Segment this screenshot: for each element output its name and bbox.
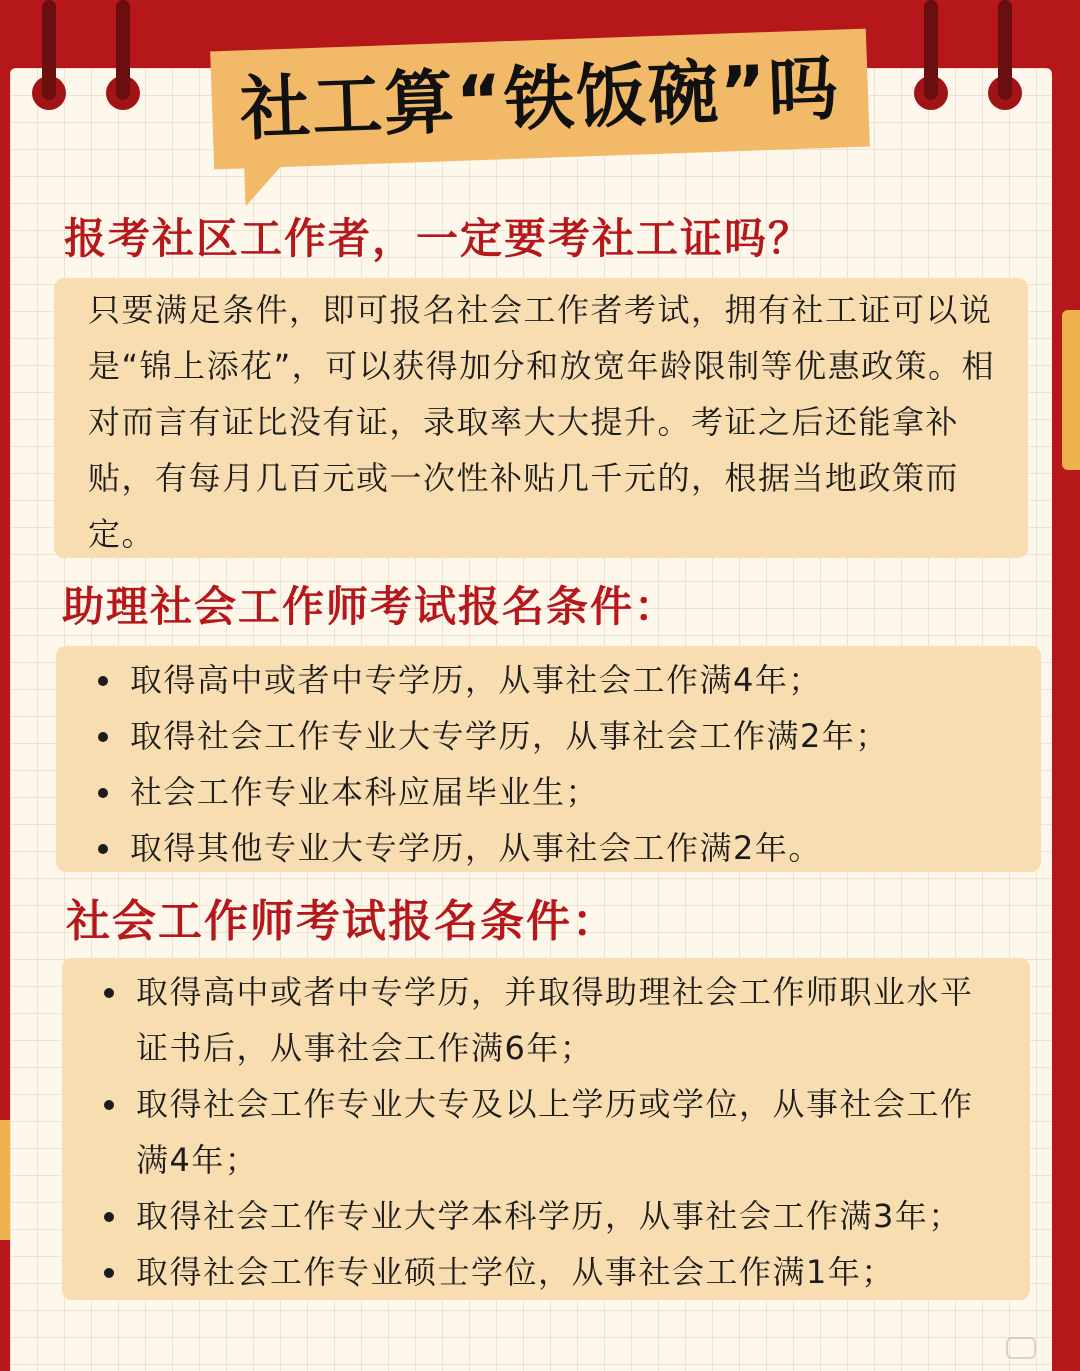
list-item <box>94 652 1024 708</box>
list-item-text: 取得高中或者中专学历，从事社会工作满4年； <box>130 661 822 699</box>
list-item-text: 取得高中或者中专学历，并取得助理社会工作师职业水平证书后，从事社会工作满6年； <box>136 973 974 1067</box>
binder-ring <box>998 0 1012 100</box>
section-heading-community-worker: 报考社区工作者，一定要考社工证吗？ <box>64 214 813 263</box>
list-item-text: 取得社会工作专业大专及以上学历或学位，从事社会工作满4年； <box>136 1085 974 1179</box>
list-item-text: 取得社会工作专业大学本科学历，从事社会工作满3年； <box>136 1197 962 1235</box>
list-item <box>94 820 1024 876</box>
list-item <box>100 1244 1000 1300</box>
bullet-icon <box>104 1212 114 1222</box>
title-banner <box>210 29 870 170</box>
watermark-icon <box>1006 1337 1036 1359</box>
list-item <box>100 1076 1000 1188</box>
bullet-icon <box>104 1100 114 1110</box>
page-title: 社工算“铁饭碗”吗 <box>238 47 842 151</box>
bullet-icon <box>98 844 108 854</box>
bullet-icon <box>104 988 114 998</box>
list-item-text: 取得其他专业大专学历，从事社会工作满2年。 <box>130 829 822 867</box>
list-item-text: 取得社会工作专业大专学历，从事社会工作满2年； <box>130 717 889 755</box>
bullet-icon <box>104 1268 114 1278</box>
list-item <box>100 964 1000 1076</box>
intro-paragraph: 只要满足条件，即可报名社会工作者考试，拥有社工证可以说是“锦上添花”，可以获得加分和放宽年龄限制等优惠政策。相对而言有证比没有证，录取率大大提升。考证之后还能拿补贴，有每月几百元或一次性补贴几千元的，根据当地政策而定。 <box>88 291 996 553</box>
social-worker-conditions-list <box>100 964 1000 1300</box>
binder-ring <box>924 0 938 100</box>
list-item <box>100 1188 1000 1244</box>
bullet-icon <box>98 732 108 742</box>
list-item-text: 取得社会工作专业硕士学位，从事社会工作满1年； <box>136 1253 895 1291</box>
section-heading-social-worker: 社会工作师考试报名条件： <box>66 896 618 947</box>
binder-ring <box>116 0 130 100</box>
section-heading-assistant-social-worker: 助理社会工作师考试报名条件： <box>62 582 679 631</box>
assistant-conditions-list <box>94 652 1024 876</box>
bullet-icon <box>98 676 108 686</box>
list-item <box>94 764 1024 820</box>
bullet-icon <box>98 788 108 798</box>
list-item <box>94 708 1024 764</box>
binder-ring <box>42 0 56 100</box>
edge-decoration-right <box>1062 310 1080 470</box>
list-item-text: 社会工作专业本科应届毕业生； <box>130 773 600 811</box>
